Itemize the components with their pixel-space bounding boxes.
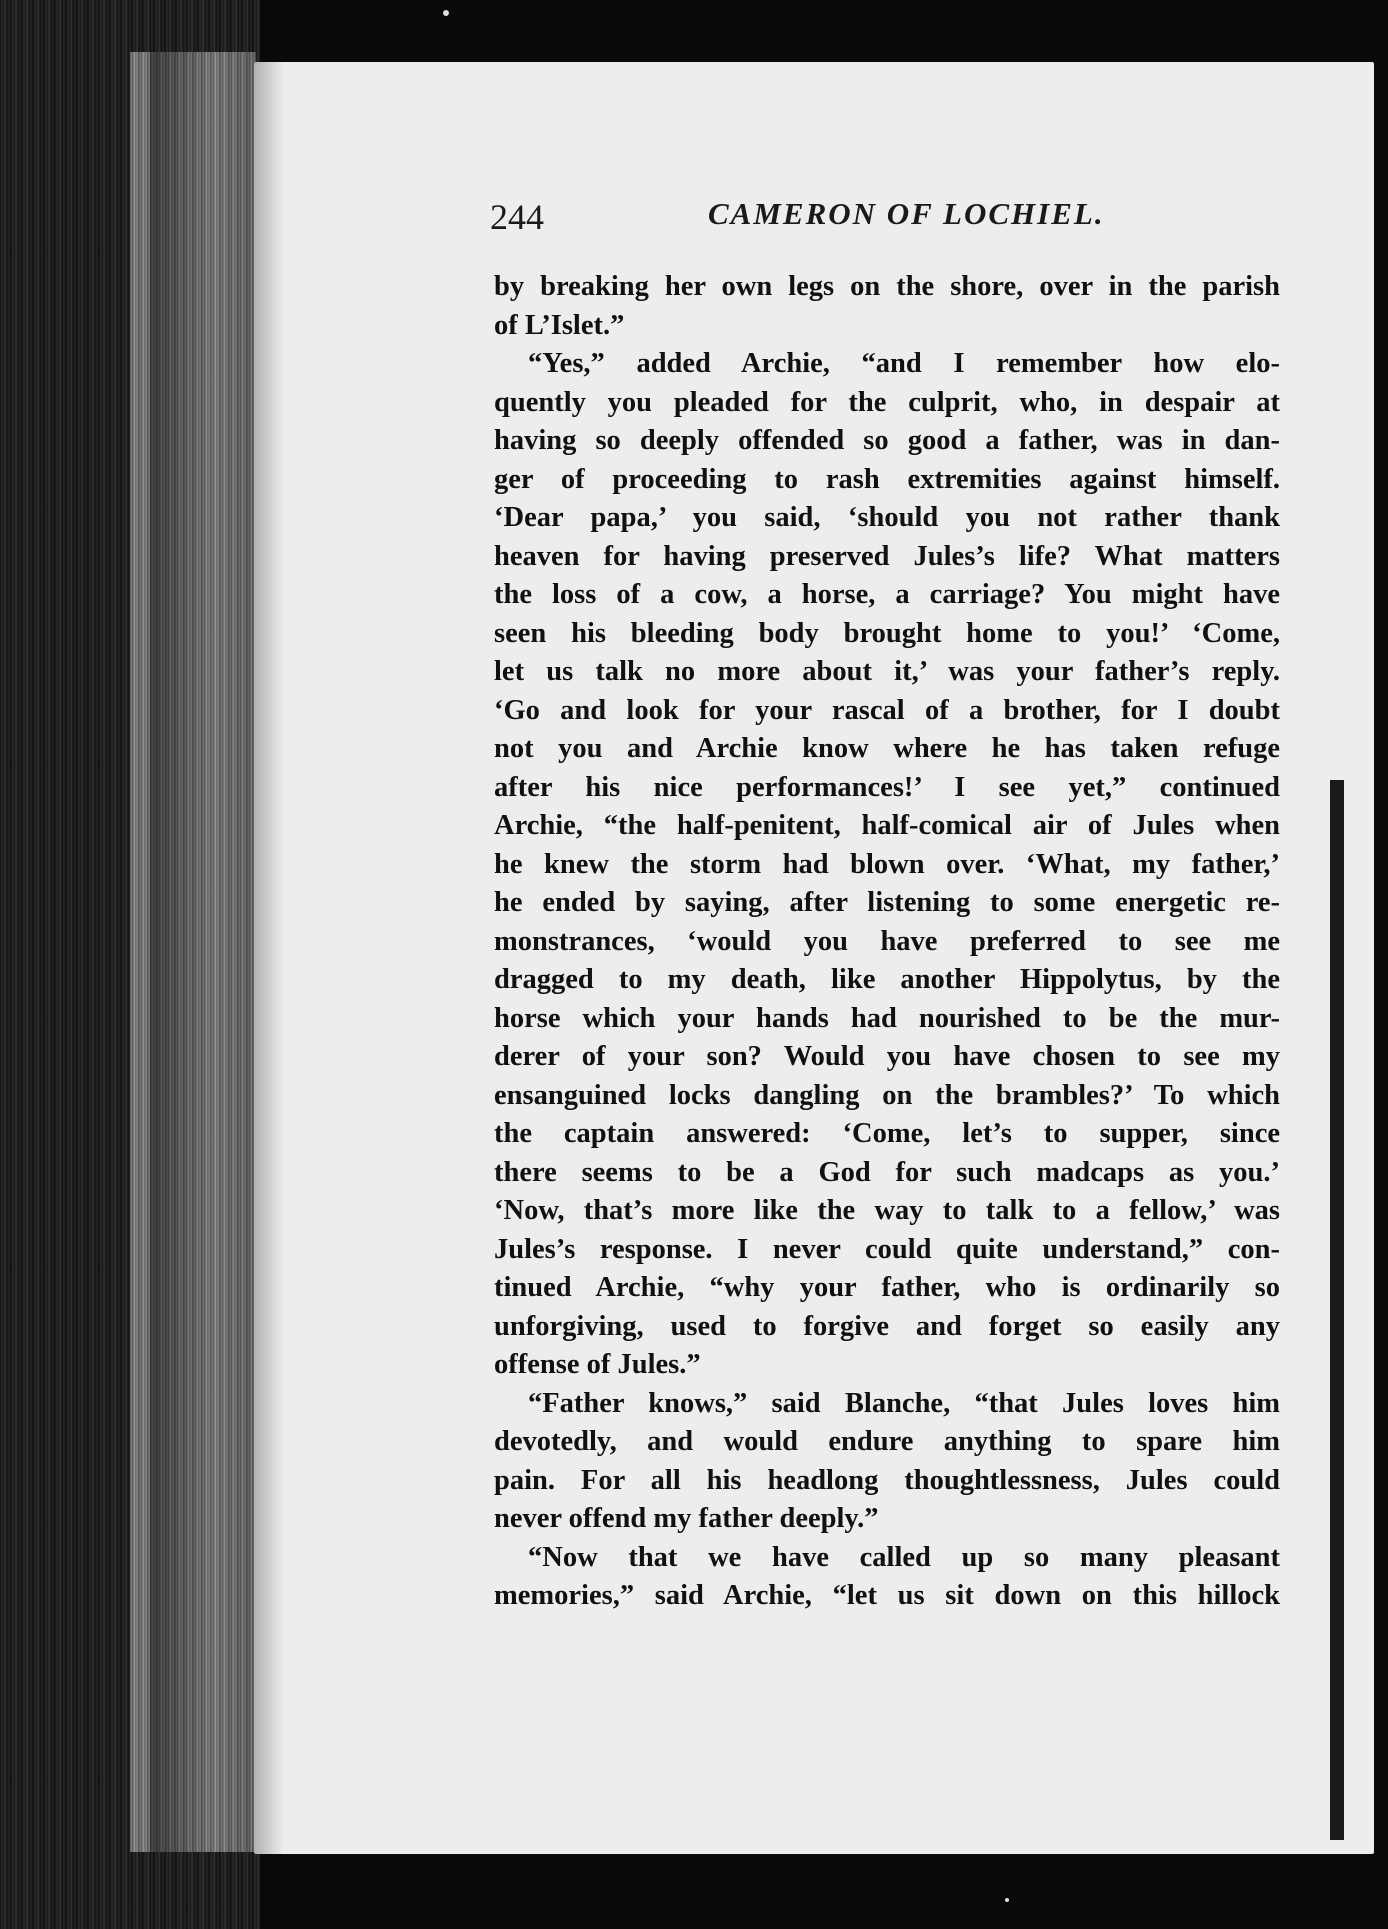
body-text: [494, 268, 1280, 1616]
text-line: he knew the storm had blown over. ‘What, my father,’: [494, 848, 1280, 880]
dust-speck: [443, 10, 449, 16]
text-line: ger of proceeding to rash extremities against himself.: [494, 463, 1280, 495]
text-line: he ended by saying, after listening to some energetic re-: [494, 887, 1280, 918]
text-line: by breaking her own legs on the shore, over in the parish: [494, 271, 1280, 302]
text-line: unforgiving, used to forgive and forget so easily any: [494, 1310, 1280, 1342]
page-gutter-shadow: [254, 62, 284, 1854]
text-line: Jules’s response. I never could quite understand,” con-: [494, 1233, 1280, 1265]
page-edge-shadow: [1330, 780, 1344, 1840]
text-line: heaven for having preserved Jules’s life? What matters: [494, 540, 1280, 572]
text-line: ‘Now, that’s more like the way to talk to a fellow,’ was: [494, 1195, 1280, 1226]
dust-speck: [1005, 1898, 1009, 1902]
text-line: having so deeply offended so good a father, was in dan-: [494, 425, 1280, 456]
text-line: seen his bleeding body brought home to you!’ ‘Come,: [494, 617, 1280, 649]
text-line: dragged to my death, like another Hippolytus, by the: [494, 964, 1280, 995]
text-line: horse which your hands had nourished to be the mur-: [494, 1002, 1280, 1034]
text-line: after his nice performances!’ I see yet,” continued: [494, 771, 1280, 803]
page-stack-shade: [150, 52, 256, 1852]
text-line: devotedly, and would endure anything to spare him: [494, 1426, 1280, 1457]
text-line: ‘Go and look for your rascal of a brother, for I doubt: [494, 694, 1280, 726]
text-line: let us talk no more about it,’ was your father’s reply.: [494, 656, 1280, 687]
text-line: monstrances, ‘would you have preferred to see me: [494, 925, 1280, 957]
text-line: “Now that we have called up so many pleasant: [528, 1541, 1280, 1573]
text-line: offense of Jules.”: [494, 1349, 701, 1380]
running-title: CAMERON OF LOCHIEL.: [708, 196, 1105, 231]
page-header: [490, 196, 1290, 246]
text-line: of L’Islet.”: [494, 309, 625, 341]
text-line: derer of your son? Would you have chosen to see my: [494, 1041, 1280, 1072]
text-line: ensanguined locks dangling on the brambles?’ To which: [494, 1079, 1280, 1111]
text-line: ‘Dear papa,’ you said, ‘should you not rather thank: [494, 502, 1280, 533]
text-line: quently you pleaded for the culprit, who, in despair at: [494, 386, 1280, 418]
text-line: the loss of a cow, a horse, a carriage? You might have: [494, 579, 1280, 610]
text-line: “Yes,” added Archie, “and I remember how elo-: [528, 348, 1280, 379]
text-line: never offend my father deeply.”: [494, 1503, 879, 1534]
text-line: pain. For all his headlong thoughtlessness, Jules could: [494, 1464, 1280, 1496]
text-line: tinued Archie, “why your father, who is ordinarily so: [494, 1272, 1280, 1303]
page-number: 244: [490, 197, 544, 237]
text-line: Archie, “the half-penitent, half-comical air of Jules when: [494, 810, 1280, 841]
text-line: “Father knows,” said Blanche, “that Jules loves him: [528, 1387, 1280, 1419]
text-line: not you and Archie know where he has taken refuge: [494, 733, 1280, 764]
text-line: memories,” said Archie, “let us sit down on this hillock: [494, 1580, 1280, 1611]
text-line: the captain answered: ‘Come, let’s to supper, since: [494, 1118, 1280, 1149]
text-line: there seems to be a God for such madcaps as you.’: [494, 1156, 1280, 1188]
